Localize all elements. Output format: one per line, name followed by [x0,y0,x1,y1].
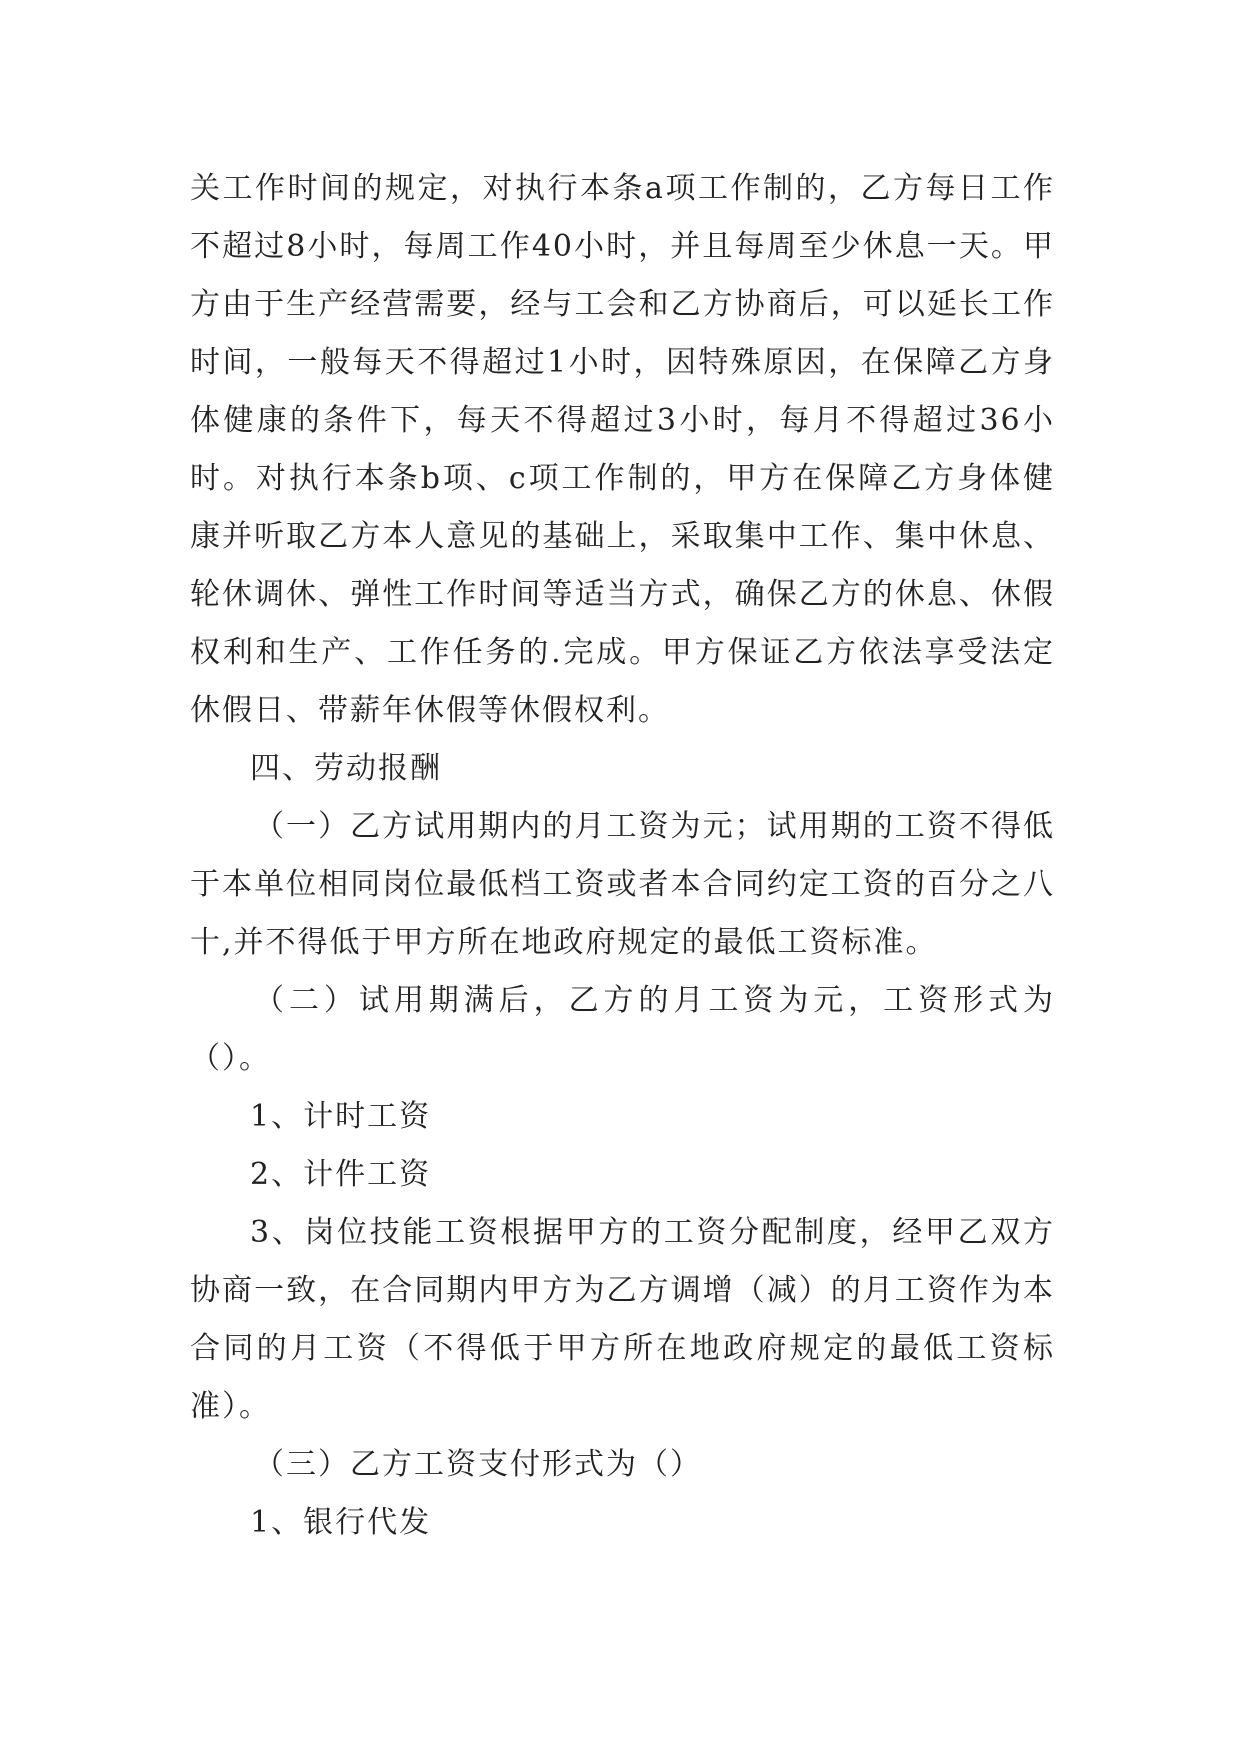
document-body [190,160,1055,1552]
list-item-time-wage: 1、计时工资 [250,1099,432,1134]
paragraph-working-hours: 关工作时间的规定，对执行本条a项工作制的，乙方每日工作不超过8小时，每周工作40小时，并且每周至少休息一天。甲方由于生产经营需要，经与工会和乙方协商后，可以延长工作时间，一般每天不得超过1小时，因特殊原因，在保障乙方身体健康的条件下，每天不得超过3小时，每月不得超过36小时。对执行本条b项、c项工作制的，甲方在保障乙方身体健康并听取乙方本人意见的基础上，采取集中工作、集中休息、轮休调休、弹性工作时间等适当方式，确保乙方的休息、休假权利和生产、工作任务的.完成。甲方保证乙方依法享受法定休假日、带薪年休假等休假权利。 [190,171,1055,728]
paragraph-post-probation-wage: （二）试用期满后，乙方的月工资为元，工资形式为（）。 [190,983,1055,1076]
list-item-post-skill-wage: 3、岗位技能工资根据甲方的工资分配制度，经甲乙双方协商一致，在合同期内甲方为乙方调增（减）的月工资作为本合同的月工资（不得低于甲方所在地政府规定的最低工资标准）。 [190,1215,1055,1424]
section-heading-remuneration: 四、劳动报酬 [250,751,442,786]
paragraph-payment-method: （三）乙方工资支付形式为（） [254,1447,702,1482]
list-item-bank-payment: 1、银行代发 [250,1505,432,1540]
list-item-piece-wage: 2、计件工资 [250,1157,432,1192]
paragraph-probation-wage: （一）乙方试用期内的月工资为元；试用期的工资不得低于本单位相同岗位最低档工资或者本合同约定工资的百分之八十,并不得低于甲方所在地政府规定的最低工资标准。 [190,809,1055,960]
